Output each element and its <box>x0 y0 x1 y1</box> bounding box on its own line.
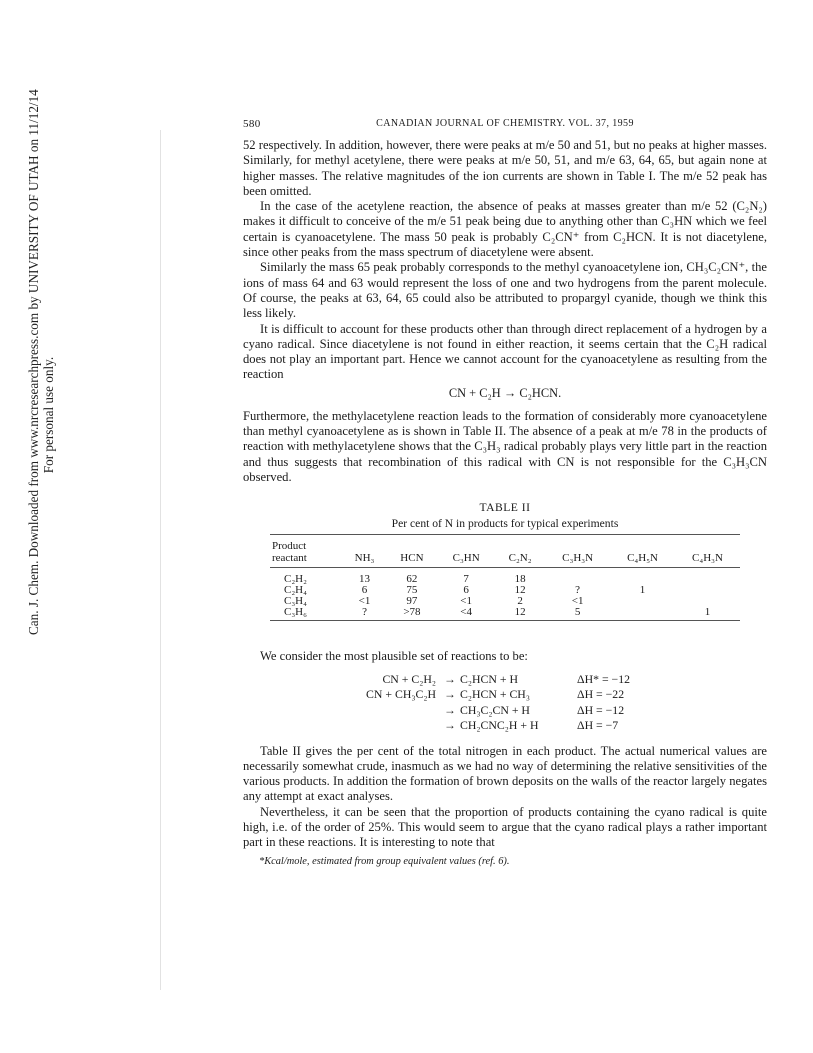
download-notice <box>26 89 68 635</box>
table-cell: <4 <box>437 607 495 621</box>
reaction-arrow: → <box>444 702 456 717</box>
table-cell: 97 <box>406 595 418 608</box>
margin-rule <box>160 130 161 990</box>
table-cell: 75 <box>406 584 418 597</box>
reaction-products: C₂HCN + H <box>460 671 518 686</box>
table-cell <box>610 568 675 586</box>
reaction-products: CH₃C₂CN + H <box>460 702 530 717</box>
table-title: TABLE II <box>479 501 531 515</box>
column-header: C₄H₃N <box>675 538 740 568</box>
results-table <box>270 534 740 621</box>
reaction-arrow: → <box>444 687 456 702</box>
footnote: *Kcal/mole, estimated from group equivalent values (ref. 6). <box>259 855 510 867</box>
download-notice-line1: Can. J. Chem. Downloaded from www.nrcresearchpress.com by UNIVERSITY OF UTAH on 11/12/14 <box>26 89 41 635</box>
table-row <box>270 607 740 621</box>
equation-1: CN + C₂H → C₂HCN. <box>448 385 562 400</box>
reaction-enthalpy: ΔH = −12 <box>577 702 625 717</box>
paragraph-3: Similarly the mass 65 peak probably corresponds to the methyl cyanoacetylene ion, CH₃C₂CN⁺, the ions of mass 64 and 63 would represent the loss of one and two hydrogens from the parent molecule. Of course, the peaks at 63, 64, 65 could also be attributed to propargyl cyanide, though we think this less likely. <box>243 260 767 321</box>
paragraph-1: 52 respectively. In addition, however, there were peaks at m/e 50 and 51, but no peaks at higher masses. Similarly, for methyl acetylene, there were peaks at m/e 50, 51, and m/e 63, 64, 65, but again none at higher masses. The relative magnitudes of the ion currents are shown in Table I. The m/e 52 peak has been omitted. <box>243 138 767 198</box>
table-cell: ? <box>575 584 581 597</box>
column-header: C₃H₃N <box>545 538 610 568</box>
reaction-arrow: → <box>444 718 456 733</box>
reaction-products: CH₂CNC₂H + H <box>460 718 539 733</box>
reaction-row <box>243 687 767 703</box>
page-number: 580 <box>243 118 261 130</box>
paragraph-7: Table II gives the per cent of the total nitrogen in each product. The actual numerical values are necessarily somewhat crude, inasmuch as we had no way of determining the relative sensitivities of the various products. In addition the formation of brown deposits on the walls of the reactor largely negates any attempt at exact analyses. <box>243 743 767 804</box>
table-cell: <1 <box>571 595 584 608</box>
table-row <box>270 596 740 607</box>
table-cell: 2 <box>517 595 523 608</box>
table-cell: 7 <box>463 573 469 586</box>
journal-title: CANADIAN JOURNAL OF CHEMISTRY. VOL. 37, 1959 <box>376 118 634 129</box>
journal-page <box>243 118 767 867</box>
reaction-products: C₂HCN + CH₃ <box>460 687 530 702</box>
reaction-list <box>243 672 767 734</box>
paragraph-8: Nevertheless, it can be seen that the proportion of products containing the cyano radical is quite high, i.e. of the order of 25%. This would seem to argue that the cyano radical plays a rather important part in these reactions. It is interesting to note that <box>243 804 767 850</box>
reaction-row <box>243 718 767 734</box>
reaction-arrow: → <box>444 671 456 686</box>
table-cell <box>675 568 740 586</box>
row-reactant: C₃H₄ <box>284 595 307 608</box>
table-cell: <1 <box>460 595 472 608</box>
table-cell: 12 <box>514 584 526 597</box>
download-notice-line2: For personal use only. <box>41 356 56 474</box>
table-cell: 1 <box>675 607 740 621</box>
column-header: C₃HN <box>437 538 495 568</box>
reaction-row <box>243 672 767 688</box>
table-cell: 1 <box>639 584 646 597</box>
reaction-enthalpy: ΔH = −7 <box>577 718 619 733</box>
reaction-reactants: CN + C₂H₂ <box>382 671 436 686</box>
reaction-reactants: CN + CH₃C₂H <box>366 687 436 702</box>
paragraph-2: In the case of the acetylene reaction, the absence of peaks at masses greater than m/e 52 (C₂N₂) makes it difficult to conceive of the m/e 51 peak being due to anything other than C₃HN which we feel certain is cyanoacetylene. The mass 50 peak is probably C₂CN⁺ from C₂HCN. It is not diacetylene, since other peaks from the mass spectrum of diacetylene were absent. <box>243 199 767 260</box>
paragraph-5: Furthermore, the methylacetylene reaction leads to the formation of considerably more cyanoacetylene than methyl cyanoacetylene as is shown in Table II. The absence of a peak at m/e 78 in the products of reaction with methylacetylene shows that the C₃H₃ radical probably plays very little part in the reaction and thus suggests that recombination of this radical with CN is not responsible for the C₃H₃CN observed. <box>243 408 767 484</box>
table-cell: >78 <box>387 607 438 621</box>
running-head <box>243 118 767 138</box>
table-cell: 62 <box>406 573 418 586</box>
paragraph-6: We consider the most plausible set of reactions to be: <box>260 649 528 664</box>
table-cell: 5 <box>545 607 610 621</box>
table-cell: 13 <box>359 573 371 586</box>
column-header: C₂N₂ <box>495 538 545 568</box>
table-cell: 18 <box>514 573 526 586</box>
column-header: C₄H₅N <box>610 538 675 568</box>
reaction-enthalpy: ΔH* = −12 <box>577 671 631 686</box>
table-cell: ? <box>342 607 386 621</box>
table-cell: 6 <box>463 584 469 597</box>
table-cell <box>675 585 740 596</box>
reaction-row <box>243 703 767 719</box>
column-header: NH₃ <box>342 538 386 568</box>
corner-line-1: Product <box>272 540 307 553</box>
paragraph-4: It is difficult to account for these products other than through direct replacement of a hydrogen by a cyano radical. Since diacetylene is not found in either reaction, it seems certain that the C₂H radical does not play an important part. Hence we cannot account for the cyanoacetylene as resulting from the reaction <box>243 321 767 382</box>
table-cell <box>610 607 675 621</box>
reaction-enthalpy: ΔH = −22 <box>577 687 625 702</box>
row-reactant: C₂H₂ <box>284 573 307 586</box>
column-header: HCN <box>387 538 438 568</box>
table-header-row <box>270 538 740 568</box>
table-cell <box>610 596 675 607</box>
table-cell: <1 <box>358 595 371 608</box>
table-row <box>270 568 740 586</box>
table-cell <box>545 568 610 586</box>
row-reactant: C₂H₄ <box>284 584 307 597</box>
table-row <box>270 585 740 596</box>
download-watermark <box>0 0 60 1053</box>
table-corner-header <box>270 538 342 568</box>
table-cell: 6 <box>361 584 368 597</box>
table-cell: 12 <box>495 607 545 621</box>
row-reactant: C₃H₆ <box>270 607 342 621</box>
corner-line-2: reactant <box>272 552 307 565</box>
table-caption: Per cent of N in products for typical experiments <box>391 517 619 531</box>
